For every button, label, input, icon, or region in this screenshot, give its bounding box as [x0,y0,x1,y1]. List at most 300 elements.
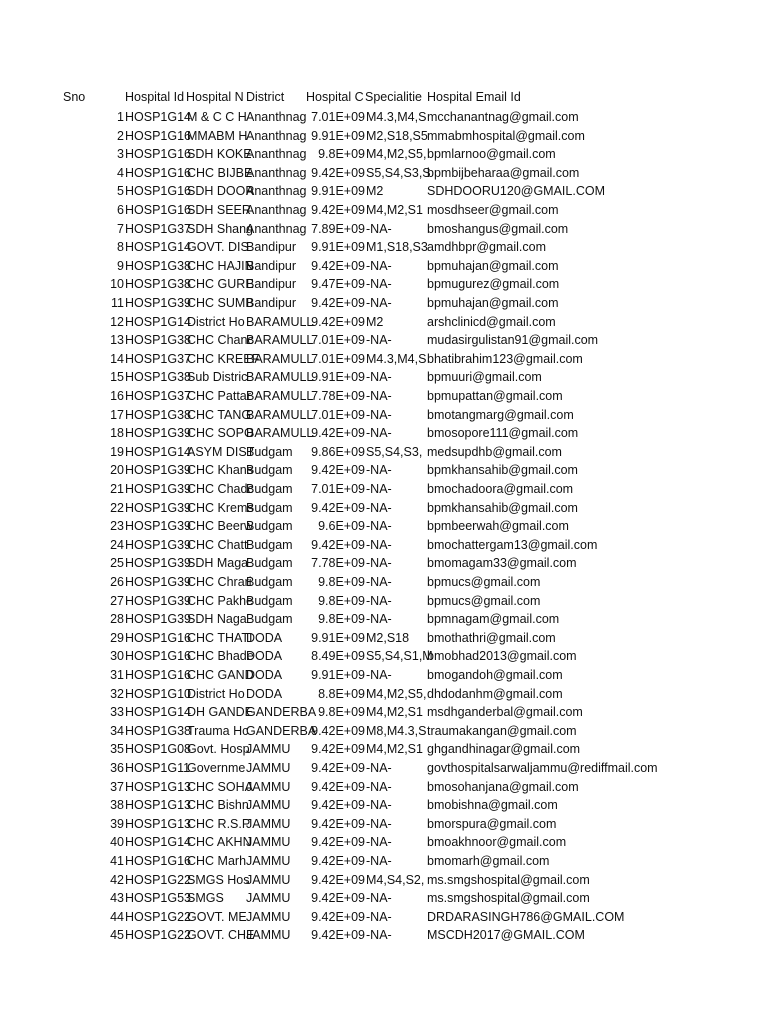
row-hospital-id: HOSP1G39 [125,482,192,496]
row-hospital-code: 9.91E+09 [311,668,365,682]
row-district: Bandipur [246,277,297,292]
row-specialities: -NA- [366,519,392,534]
row-specialities: -NA- [366,407,392,422]
row-sno: 42 [110,872,124,887]
row-hospital-id: HOSP1G14 [125,705,192,720]
row-hospital-code: 9.91E+09 [311,630,365,645]
row-specialities: -NA- [366,612,392,627]
row-sno: 16 [110,389,124,403]
row-sno: 15 [110,370,124,385]
row-sno: 3 [117,147,124,162]
row-email: bmothathri@gmail.com [427,630,556,645]
table-row [0,201,768,220]
row-hospital-code: 9.42E+09 [311,723,365,738]
row-district: JAMMU [246,742,291,757]
row-hospital-name: CHC HAJIN [187,258,254,273]
row-specialities: -NA- [366,854,392,868]
row-sno: 13 [110,333,124,348]
row-hospital-code: 9.42E+09 [311,426,365,441]
row-hospital-id: HOSP1G39 [125,537,192,552]
row-hospital-code: 9.91E+09 [311,240,365,255]
row-hospital-id: HOSP1G13 [125,779,192,794]
row-hospital-code: 9.42E+09 [311,909,365,924]
table-row [0,145,768,164]
table-row [0,833,768,852]
row-hospital-code: 9.8E+09 [318,612,365,627]
row-hospital-name: SMGS [187,891,224,906]
table-row [0,238,768,257]
row-email: mosdhseer@gmail.com [427,203,559,217]
row-sno: 35 [110,742,124,757]
row-hospital-name: SDH DOOR [187,184,255,199]
row-hospital-code: 9.42E+09 [311,500,365,515]
row-sno: 5 [117,184,124,199]
row-email: bmogandoh@gmail.com [427,668,563,682]
row-hospital-code: 8.8E+09 [318,686,365,701]
row-email: bmomarh@gmail.com [427,854,550,868]
row-hospital-id: HOSP1G14 [125,110,192,124]
row-district: Ananthnag [246,203,307,217]
row-hospital-name: SMGS Hos [187,872,250,887]
row-sno: 22 [110,500,124,515]
row-email: amdhbpr@gmail.com [427,240,546,255]
row-hospital-name: CHC THATI [187,630,253,645]
row-district: JAMMU [246,816,291,831]
table-row [0,685,768,704]
row-hospital-id: HOSP1G16 [125,203,192,217]
row-sno: 20 [110,463,124,478]
row-district: Budgam [246,556,293,571]
row-hospital-name: CHC Marh [187,854,247,868]
table-row [0,908,768,927]
table-row [0,796,768,815]
table-row [0,517,768,536]
row-sno: 6 [117,203,124,217]
row-specialities: -NA- [366,798,392,813]
table-row [0,666,768,685]
row-sno: 33 [110,705,124,720]
row-hospital-name: GOVT. ME [187,909,247,924]
row-hospital-code: 8.49E+09 [311,649,365,664]
row-hospital-id: HOSP1G53 [125,891,192,906]
row-email: bpmkhansahib@gmail.com [427,463,578,478]
row-email: bmomagam33@gmail.com [427,556,577,571]
row-email: medsupdhb@gmail.com [427,444,562,459]
row-sno: 7 [117,221,124,236]
row-email: ms.smgshospital@gmail.com [427,872,590,887]
row-hospital-id: HOSP1G08 [125,742,192,757]
row-district: Ananthnag [246,221,307,236]
row-email: bmochadoora@gmail.com [427,482,574,496]
row-hospital-id: HOSP1G22 [125,928,192,943]
row-hospital-name: SDH Maga [187,556,249,571]
table-row [0,387,768,406]
table-row [0,108,768,127]
table-row [0,815,768,834]
row-hospital-code: 9.6E+09 [318,519,365,534]
row-hospital-name: CHC SUMB [187,296,254,310]
row-hospital-code: 9.42E+09 [311,761,365,775]
row-email: ms.smgshospital@gmail.com [427,891,590,906]
row-sno: 45 [110,928,124,943]
row-hospital-id: HOSP1G39 [125,593,192,608]
row-hospital-code: 9.42E+09 [311,314,365,329]
row-hospital-id: HOSP1G39 [125,426,192,441]
table-row [0,424,768,443]
row-hospital-name: CHC SOHA [187,779,253,794]
row-hospital-name: District Ho [187,314,245,329]
row-district: GANDERBA [246,723,317,738]
table-row [0,406,768,425]
row-email: mcchanantnag@gmail.com [427,110,579,124]
row-hospital-code: 9.8E+09 [318,147,365,162]
row-email: bmochattergam13@gmail.com [427,537,598,552]
row-hospital-id: HOSP1G38 [125,277,192,292]
row-specialities: -NA- [366,537,392,552]
row-hospital-code: 9.42E+09 [311,779,365,794]
row-hospital-id: HOSP1G39 [125,575,192,589]
row-hospital-id: HOSP1G38 [125,723,192,738]
table-row [0,554,768,573]
row-sno: 12 [110,314,124,329]
table-row [0,257,768,276]
row-district: BARAMULL [246,426,314,441]
row-specialities: -NA- [366,761,392,775]
row-district: Budgam [246,444,293,459]
row-hospital-code: 7.78E+09 [311,389,365,403]
table-row [0,592,768,611]
row-hospital-name: CHC Krems [187,500,254,515]
row-email: bpmugurez@gmail.com [427,277,560,292]
row-hospital-name: CHC GURE [187,277,254,292]
row-sno: 2 [117,128,124,143]
row-hospital-name: CHC KREEF [187,351,260,366]
row-hospital-code: 7.01E+09 [311,351,365,366]
row-hospital-name: SDH Naga [187,612,247,627]
row-sno: 34 [110,723,124,738]
row-email: govthospitalsarwaljammu@rediffmail.com [427,761,658,775]
row-district: JAMMU [246,928,291,943]
row-specialities: M2 [366,314,384,329]
row-specialities: M4,M2,S5, [366,686,427,701]
row-hospital-code: 9.42E+09 [311,165,365,180]
row-hospital-code: 7.78E+09 [311,556,365,571]
row-hospital-id: HOSP1G13 [125,798,192,813]
table-row [0,740,768,759]
row-specialities: -NA- [366,296,392,310]
row-district: Budgam [246,593,293,608]
table-row [0,778,768,797]
row-specialities: M4,M2,S5, [366,147,427,162]
header-hospital-code: Hospital C [306,90,364,104]
row-email: mudasirgulistan91@gmail.com [427,333,599,348]
row-hospital-code: 7.01E+09 [311,482,365,496]
row-hospital-id: HOSP1G14 [125,314,192,329]
row-specialities: -NA- [366,389,392,403]
row-hospital-id: HOSP1G16 [125,649,192,664]
row-sno: 8 [117,240,124,255]
row-district: DODA [246,649,283,664]
table-row [0,127,768,146]
row-sno: 18 [110,426,124,441]
row-specialities: -NA- [366,370,392,385]
row-hospital-code: 9.91E+09 [311,370,365,385]
table-row [0,331,768,350]
row-specialities: M4,M2,S1 [366,203,423,217]
row-hospital-id: HOSP1G10 [125,686,192,701]
row-hospital-code: 9.42E+09 [311,891,365,906]
row-hospital-code: 9.42E+09 [311,203,365,217]
row-specialities: -NA- [366,482,392,496]
row-sno: 1 [117,110,124,124]
row-specialities: -NA- [366,556,392,571]
row-hospital-id: HOSP1G39 [125,463,192,478]
row-district: BARAMULL [246,370,314,385]
row-district: DODA [246,668,283,682]
row-sno: 31 [110,668,124,682]
row-hospital-id: HOSP1G14 [125,444,192,459]
row-specialities: -NA- [366,593,392,608]
row-hospital-id: HOSP1G16 [125,668,192,682]
row-specialities: -NA- [366,500,392,515]
row-hospital-name: GOVT. CHE [187,928,255,943]
row-email: traumakangan@gmail.com [427,723,577,738]
row-hospital-code: 7.89E+09 [311,221,365,236]
row-hospital-name: CHC Chrari [187,575,252,589]
table-row [0,871,768,890]
row-hospital-name: GOVT. DIS [187,240,249,255]
row-hospital-id: HOSP1G11 [125,761,191,775]
row-hospital-id: HOSP1G38 [125,258,192,273]
row-sno: 21 [110,482,124,496]
row-district: BARAMULL [246,351,314,366]
row-specialities: M8,M4.3,S [366,723,427,738]
row-district: DODA [246,686,283,701]
row-district: Budgam [246,537,293,552]
row-hospital-code: 9.8E+09 [318,593,365,608]
row-specialities: -NA- [366,277,392,292]
row-district: Budgam [246,612,293,627]
row-hospital-id: HOSP1G16 [125,165,192,180]
row-hospital-name: Sub Distric [187,370,248,385]
row-hospital-name: MMABM H [187,128,248,143]
table-row [0,852,768,871]
row-email: bpmkhansahib@gmail.com [427,500,578,515]
row-hospital-id: HOSP1G37 [125,389,192,403]
row-district: Budgam [246,500,293,515]
row-hospital-name: Govt. Hosp [187,742,250,757]
table-row [0,926,768,945]
row-district: BARAMULL [246,389,314,403]
row-district: Ananthnag [246,128,307,143]
table-row [0,889,768,908]
row-hospital-code: 9.42E+09 [311,854,365,868]
header-sno: Sno [63,90,86,104]
row-email: bmoakhnoor@gmail.com [427,835,567,850]
row-district: BARAMULL [246,407,314,422]
row-specialities: M4.3,M4,S [366,351,427,366]
row-specialities: -NA- [366,816,392,831]
table-row [0,182,768,201]
table-row [0,220,768,239]
row-district: JAMMU [246,854,291,868]
table-row [0,722,768,741]
row-specialities: -NA- [366,668,392,682]
row-hospital-name: CHC Beerw [187,519,253,534]
row-specialities: M2,S18,S5 [366,128,428,143]
row-hospital-name: CHC Chadc [187,482,254,496]
row-hospital-name: CHC Chatt [187,537,248,552]
row-hospital-name: Trauma Hc [187,723,249,738]
row-email: bpmuhajan@gmail.com [427,258,559,273]
row-hospital-id: HOSP1G16 [125,147,192,162]
row-email: dhdodanhm@gmail.com [427,686,563,701]
row-email: bhatibrahim123@gmail.com [427,351,583,366]
row-hospital-id: HOSP1G39 [125,519,192,534]
row-hospital-name: CHC Pakhe [187,593,253,608]
row-district: JAMMU [246,779,291,794]
row-email: msdhganderbal@gmail.com [427,705,583,720]
row-hospital-name: Governme [187,761,246,775]
row-hospital-name: CHC BIJBE [187,165,253,180]
row-hospital-code: 9.42E+09 [311,835,365,850]
table-row [0,536,768,555]
row-hospital-code: 7.01E+09 [311,407,365,422]
table-row [0,573,768,592]
row-hospital-name: CHC Khans [187,463,253,478]
row-specialities: S5,S4,S3,S [366,165,431,180]
row-specialities: M1,S18,S3 [366,240,428,255]
row-hospital-id: HOSP1G38 [125,370,192,385]
row-district: Ananthnag [246,110,307,124]
row-email: bmoshangus@gmail.com [427,221,569,236]
table-row [0,164,768,183]
row-hospital-id: HOSP1G37 [125,221,192,236]
row-hospital-id: HOSP1G16 [125,630,192,645]
row-specialities: -NA- [366,891,392,906]
table-row [0,443,768,462]
row-email: bpmucs@gmail.com [427,575,541,589]
row-sno: 43 [110,891,124,906]
row-hospital-code: 9.8E+09 [318,575,365,589]
row-hospital-id: HOSP1G37 [125,351,192,366]
row-hospital-name: CHC AKHN [187,835,252,850]
row-sno: 27 [110,593,124,608]
row-district: Budgam [246,575,293,589]
row-sno: 44 [110,909,124,924]
row-specialities: -NA- [366,779,392,794]
table-row [0,368,768,387]
row-district: Budgam [246,519,293,534]
row-sno: 4 [117,165,124,180]
table-row [0,275,768,294]
row-email: bpmbeerwah@gmail.com [427,519,569,534]
row-hospital-code: 7.01E+09 [311,333,365,348]
table-row [0,647,768,666]
row-email: bpmlarnoo@gmail.com [427,147,556,162]
table-row [0,313,768,332]
row-hospital-id: HOSP1G22 [125,872,192,887]
row-district: Bandipur [246,258,297,273]
row-sno: 10 [110,277,124,292]
row-hospital-name: M & C C H [187,110,247,124]
row-district: DODA [246,630,283,645]
row-hospital-name: CHC R.S.P [187,816,251,831]
row-specialities: M2,S18 [366,630,410,645]
row-hospital-id: HOSP1G14 [125,240,192,255]
row-hospital-code: 9.86E+09 [311,444,365,459]
row-email: bmobhad2013@gmail.com [427,649,577,664]
row-hospital-id: HOSP1G39 [125,556,192,571]
row-email: bmorspura@gmail.com [427,816,557,831]
row-hospital-code: 9.91E+09 [311,184,365,199]
row-specialities: -NA- [366,575,392,589]
table-row [0,461,768,480]
row-specialities: -NA- [366,333,392,348]
row-hospital-id: HOSP1G13 [125,816,192,831]
row-hospital-name: CHC GAND [187,668,254,682]
row-hospital-code: 9.42E+09 [311,258,365,273]
table-row [0,480,768,499]
row-hospital-id: HOSP1G16 [125,128,192,143]
header-email: Hospital Email Id [427,90,521,104]
row-sno: 23 [110,519,124,534]
row-sno: 28 [110,612,124,627]
row-hospital-code: 9.42E+09 [311,296,365,310]
row-specialities: -NA- [366,928,392,943]
row-hospital-name: CHC Chanc [187,333,254,348]
row-email: bmosopore111@gmail.com [427,426,579,441]
row-specialities: M4,S4,S2, [366,872,425,887]
row-hospital-code: 9.42E+09 [311,928,365,943]
row-hospital-code: 9.47E+09 [311,277,365,292]
table-row [0,294,768,313]
row-hospital-name: CHC Pattar [187,389,251,403]
row-hospital-id: HOSP1G39 [125,612,192,627]
row-district: BARAMULL [246,333,314,348]
row-email: MSCDH2017@GMAIL.COM [427,928,585,943]
row-sno: 41 [110,854,124,868]
row-district: JAMMU [246,835,291,850]
row-district: Bandipur [246,240,297,255]
row-district: JAMMU [246,891,291,906]
header-hospital-id: Hospital Id [125,90,185,104]
row-email: bpmupattan@gmail.com [427,389,563,403]
row-email: mmabmhospital@gmail.com [427,128,585,143]
row-sno: 37 [110,779,124,794]
table-row [0,499,768,518]
row-email: bpmbijbeharaa@gmail.com [427,165,580,180]
row-hospital-name: District Ho [187,686,245,701]
row-email: arshclinicd@gmail.com [427,314,556,329]
row-email: bpmuhajan@gmail.com [427,296,559,310]
row-hospital-id: HOSP1G39 [125,500,192,515]
row-specialities: M4.3,M4,S [366,110,427,124]
row-specialities: -NA- [366,221,392,236]
row-district: JAMMU [246,761,291,775]
row-specialities: -NA- [366,909,392,924]
header-hospital-name: Hospital N [186,90,244,104]
row-hospital-code: 9.42E+09 [311,537,365,552]
row-sno: 9 [117,258,124,273]
row-email: DRDARASINGH786@GMAIL.COM [427,909,625,924]
row-district: JAMMU [246,909,291,924]
row-hospital-code: 9.42E+09 [311,798,365,813]
row-hospital-name: DH GANDE [187,705,253,720]
row-hospital-code: 9.42E+09 [311,742,365,757]
row-hospital-id: HOSP1G22 [125,909,192,924]
row-specialities: -NA- [366,463,392,478]
